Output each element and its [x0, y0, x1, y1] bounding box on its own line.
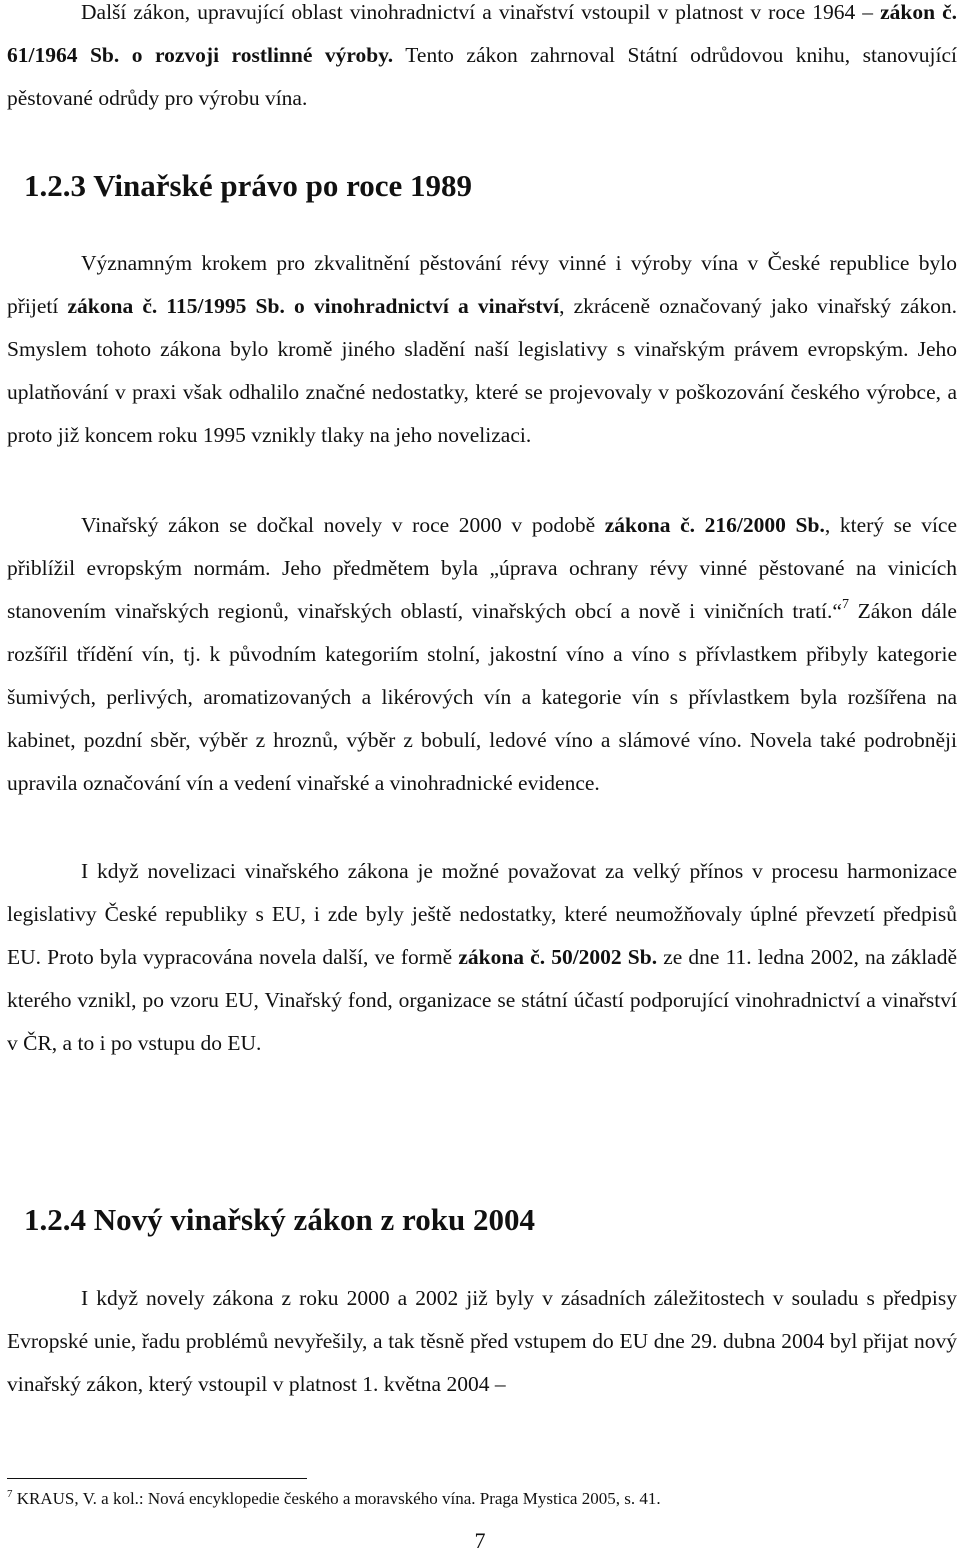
- paragraph-4-text-b: ze dne 11. ledna 2002, na základě kterého vznikl, po vzoru EU, Vinařský fond, organizace se státní účastí podporující vinohradnictví a vinařství v ČR, a to i po vstupu do EU.: [7, 945, 958, 1055]
- paragraph-5: I když novely zákona z roku 2000 a 2002 již byly v zásadních záležitostech v souladu s předpisy Evropské unie, řadu problémů nevyřešily, a tak těsně před vstupem do EU dne 29. dubna 2004 byl přijat nový vinařský zákon, který vstoupil v platnost 1. května 2004 –: [7, 1286, 957, 1396]
- law-reference-216-2000: zákona č. 216/2000 Sb.: [604, 513, 825, 537]
- paragraph-4: [7, 850, 957, 1065]
- paragraph-1: [7, 0, 957, 120]
- law-reference-50-2002: zákona č. 50/2002 Sb.: [458, 945, 658, 969]
- page-number: 7: [474, 1528, 486, 1553]
- paragraph-1-text-a: Další zákon, upravující oblast vinohradnictví a vinařství vstoupil v platnost v roce 1964 –: [81, 0, 881, 24]
- paragraph-3-text-c: Zákon dále rozšířil třídění vín, tj. k původním kategoriím stolní, jakostní víno a víno s přívlastkem přibyly kategorie šumivých, perlivých, aromatizovaných a likérových vín a kategorie vín s přívlastkem byla rozšířena na kabinet, pozdní sběr, výběr z hroznů, výběr z bobulí, ledové víno a slámové víno. Novela také podrobněji upravila označování vín a vedení vinařské a vinohradnické evidence.: [7, 599, 957, 795]
- paragraph-1-text-b: Tento zákon zahrnoval Státní odrůdovou knihu, stanovující pěstované odrůdy pro výrobu vína.: [7, 43, 957, 110]
- paragraph-2: [7, 242, 957, 457]
- footnote: [7, 1488, 661, 1510]
- paragraph-3-text-b: , který se více přiblížil evropským normám. Jeho předmětem byla „úprava ochrany révy vinné pěstované na vinicích stanovením vinařských regionů, vinařských oblastí, vinařských obcí a nově i viničních tratí.“: [7, 513, 958, 623]
- paragraph-2-text-b: , zkráceně označovaný jako vinařský zákon. Smyslem tohoto zákona bylo kromě jiného sladění naší legislativy s vinařským právem evropským. Jeho uplatňování v praxi však odhalilo značné nedostatky, které se projevovaly v poškozování českého výrobce, a proto již koncem roku 1995 vznikly tlaky na jeho novelizaci.: [7, 294, 957, 447]
- paragraph-4-text-a: I když novelizaci vinařského zákona je možné považovat za velký přínos v procesu harmonizace legislativy České republiky s EU, i zde byly ještě nedostatky, které neumožňovaly úplné převzetí předpisů EU. Proto byla vypracována novela další, ve formě: [7, 859, 957, 969]
- paragraph-3-text-a: Vinařský zákon se dočkal novely v roce 2000 v podobě: [81, 513, 605, 537]
- footnote-number: 7: [7, 1488, 13, 1500]
- footnote-reference[interactable]: 7: [841, 597, 849, 612]
- law-reference-115-1995: zákona č. 115/1995 Sb. o vinohradnictví a vinařství: [67, 294, 560, 318]
- paragraph-2-text-a: Významným krokem pro zkvalitnění pěstování révy vinné i výroby vína v České republice bylo přijetí: [7, 251, 957, 318]
- paragraph-3: [7, 504, 957, 805]
- footnote-text: KRAUS, V. a kol.: Nová encyklopedie českého a moravského vína. Praga Mystica 2005, s. 41.: [12, 1489, 661, 1508]
- section-heading-1-2-3: 1.2.3 Vinařské právo po roce 1989: [24, 168, 473, 203]
- footnote-separator: [7, 1478, 307, 1479]
- law-reference-61-1964: zákon č. 61/1964 Sb. o rozvoji rostlinné výroby.: [7, 0, 958, 67]
- section-heading-1-2-4: 1.2.4 Nový vinařský zákon z roku 2004: [24, 1202, 535, 1237]
